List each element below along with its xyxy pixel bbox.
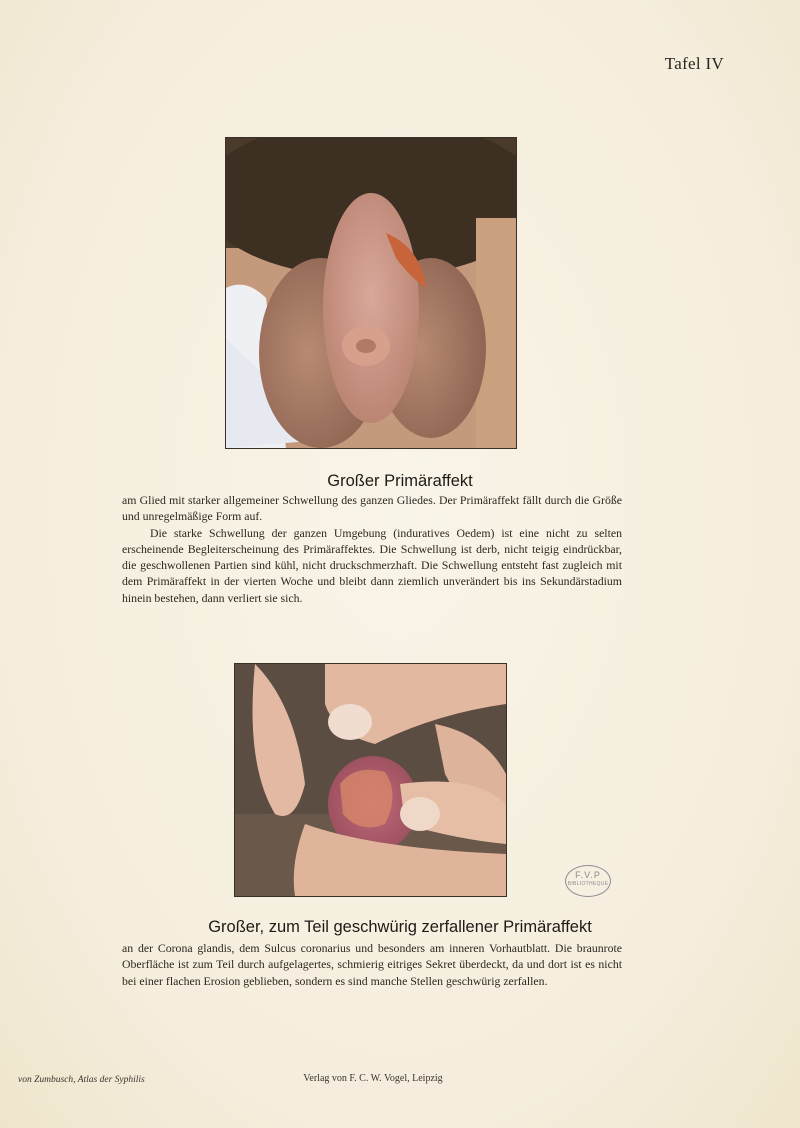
library-stamp (565, 865, 611, 897)
figure-1-description (122, 492, 622, 606)
figure-1-illustration (226, 138, 516, 448)
figure-2-title: Großer, zum Teil geschwürig zerfallener Primäraffekt (208, 918, 592, 936)
figure-1-photo (225, 137, 517, 449)
plate-number: Tafel IV (664, 54, 724, 73)
figure-1-paragraph-2: Die starke Schwellung der ganzen Umgebung (induratives Oedem) ist eine nicht zu selten erscheinende Begleiterscheinung des Primäraffektes. Die Schwellung ist derb, nicht teigig eindrückbar, die geschwollenen Partien sind kühl, nicht druckschmerzhaft. Die Schwellung entsteht fast zugleich mit dem Primäraffekt in der vierten Woche und bleibt dann ziemlich unverändert bis ins Sekundärstadium hinein bestehen, dann verliert sie sich. (122, 525, 622, 605)
library-stamp-initials: F.V.P (575, 870, 601, 880)
figure-1-title: Großer Primäraffekt (327, 472, 473, 490)
figure-2-illustration (235, 664, 506, 896)
footer-publisher: Verlag von F. C. W. Vogel, Leipzig (303, 1073, 443, 1084)
figure-1-paragraph-1: am Glied mit starker allgemeiner Schwellung des ganzen Gliedes. Der Primäraffekt fällt durch die Größe und unregelmäßige Form auf. (122, 493, 622, 524)
figure-2-paragraph-1: an der Corona glandis, dem Sulcus coronarius und besonders am inneren Vorhautblatt. Die braunrote Oberfläche ist zum Teil durch aufgelagertes, schmierig eitriges Sekret überdeckt, da und dort ist es nicht bei einer flachen Erosion geblieben, sondern es sind manche Stellen geschwürig zerfallen. (122, 941, 622, 988)
footer-book-reference: von Zumbusch, Atlas der Syphilis (18, 1075, 145, 1085)
library-stamp-text: BIBLIOTHEQUE (567, 881, 609, 887)
figure-2-description (122, 940, 622, 989)
figure-2-photo (234, 663, 507, 897)
